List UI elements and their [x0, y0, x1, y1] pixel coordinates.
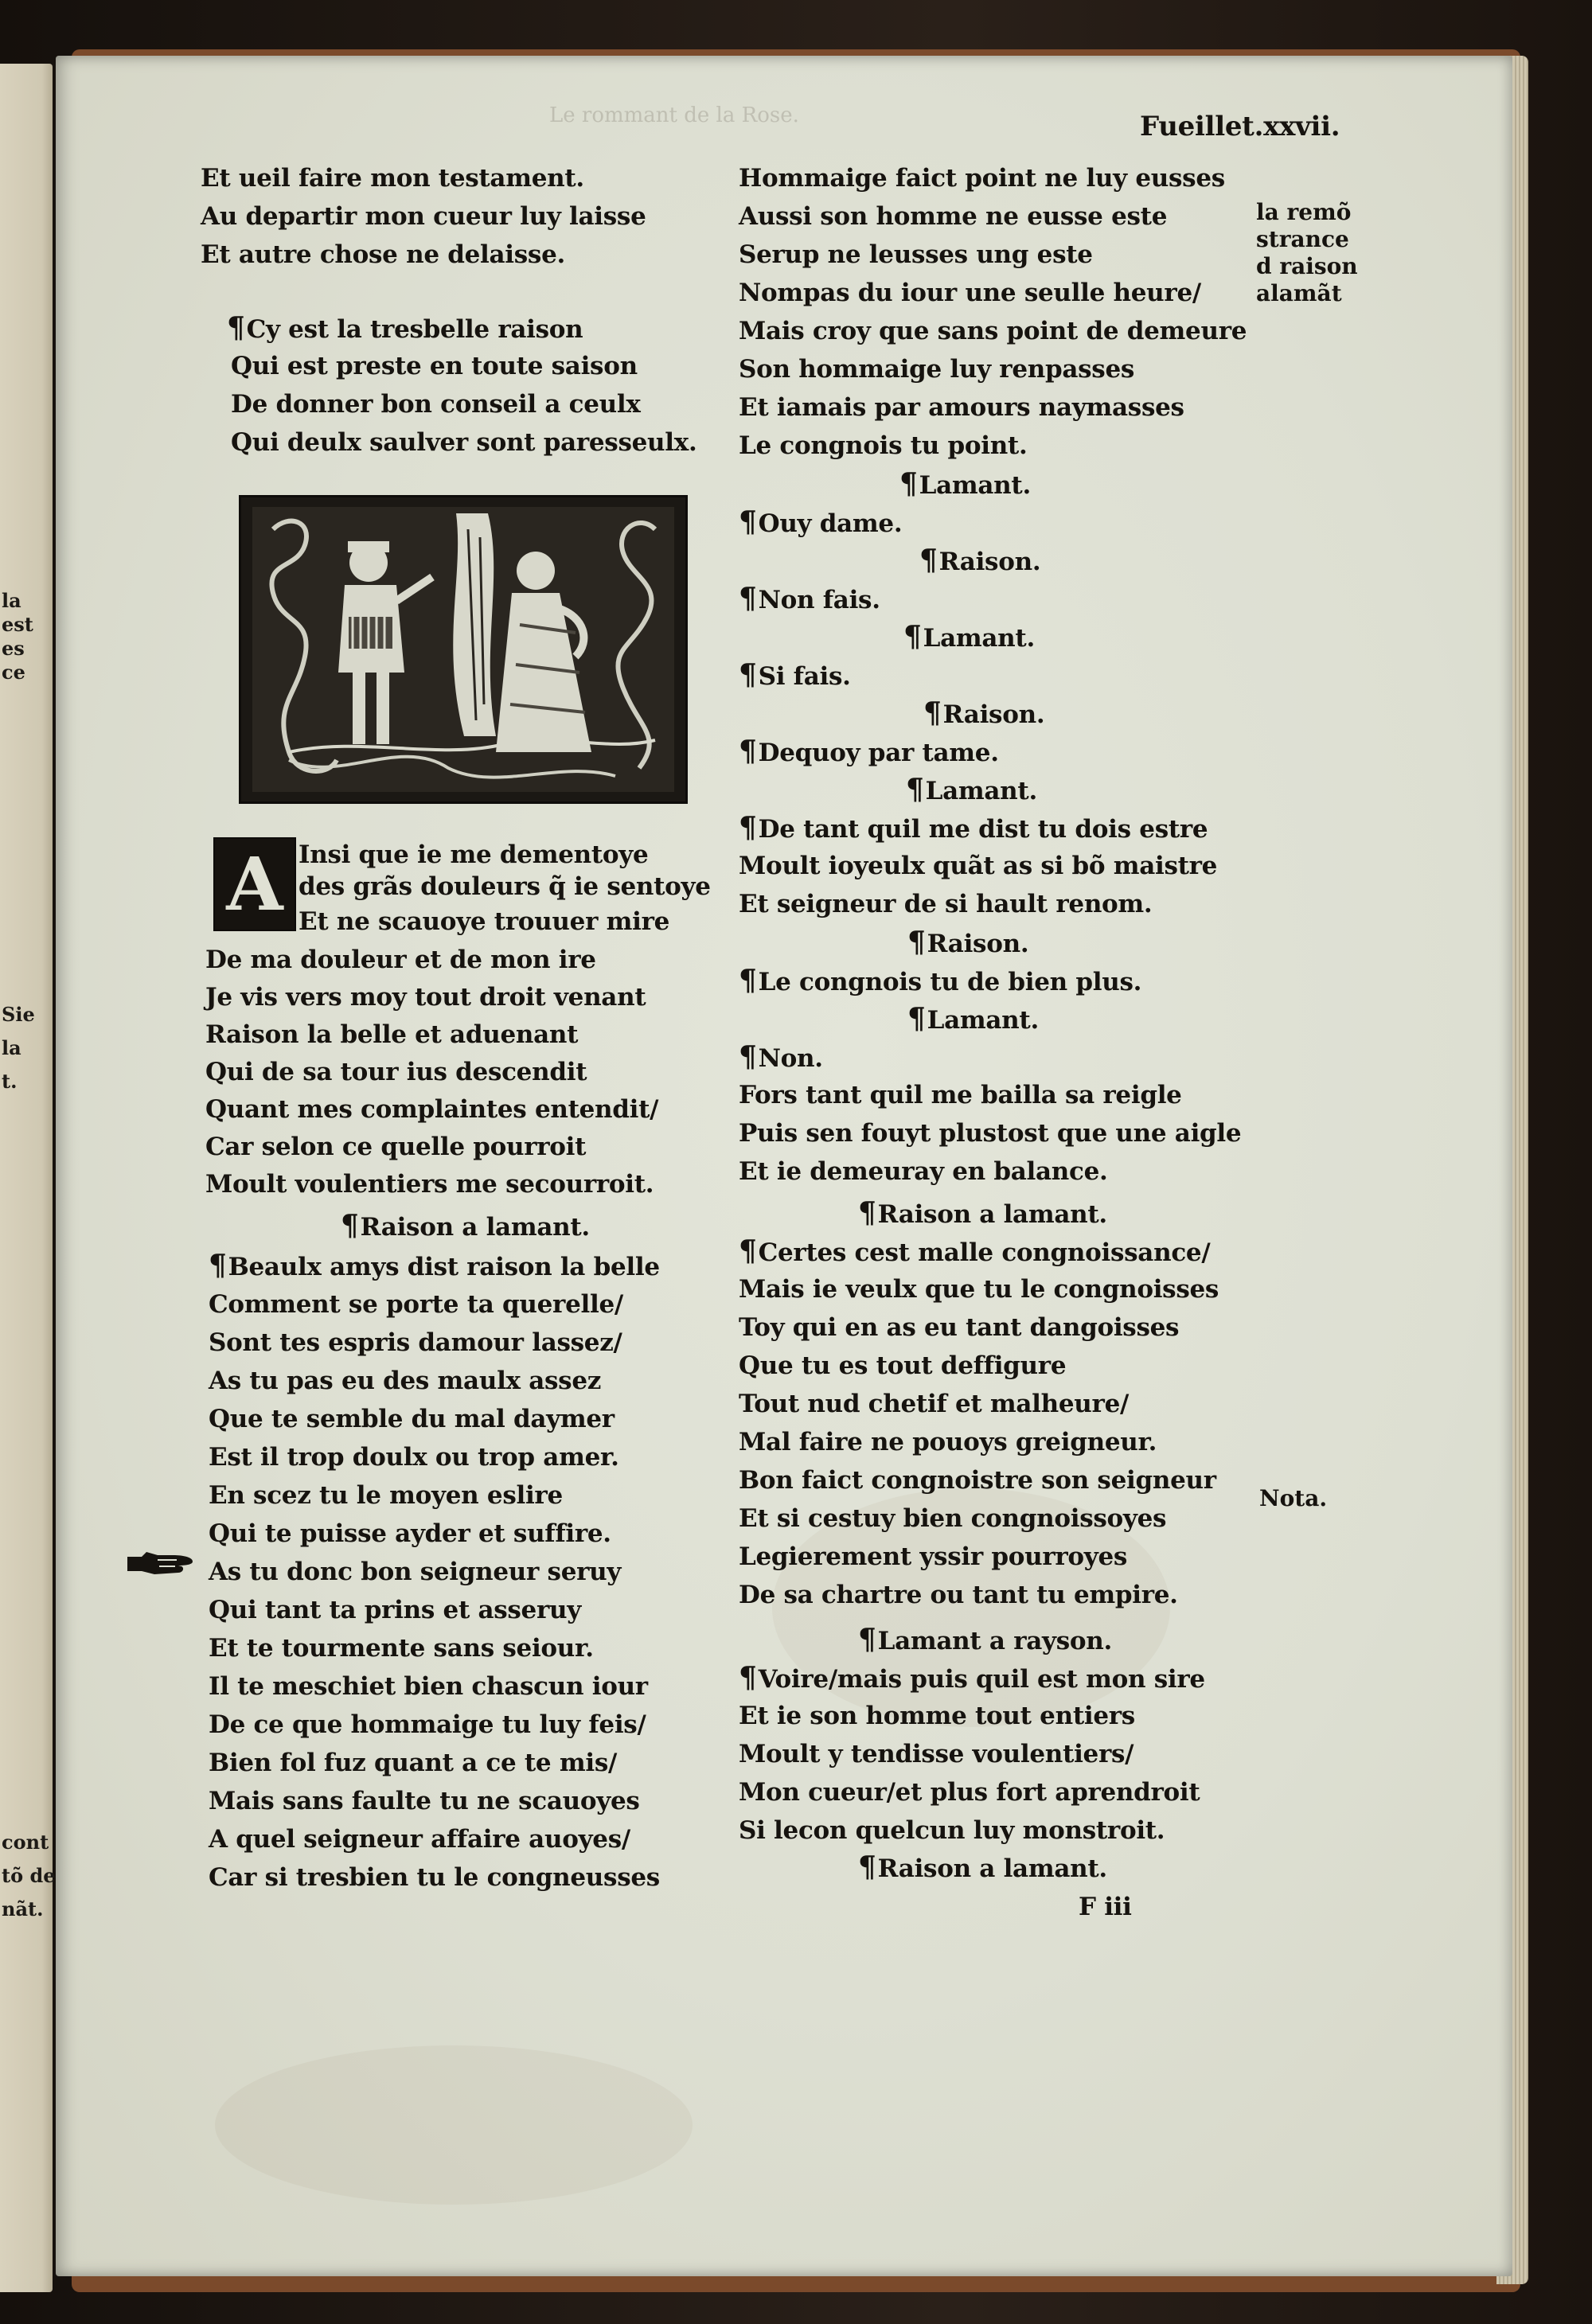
verse-line: Mon cueur/et plus fort aprendroit [739, 1778, 1200, 1807]
pilcrow-icon: ¶ [341, 1209, 359, 1242]
speaker-text: Lamant a rayson. [877, 1627, 1113, 1655]
verse-line [739, 732, 999, 772]
facing-page-fragment: est [2, 613, 33, 636]
decorated-initial: A [213, 837, 296, 931]
verse-line: Insi que ie me dementoye [298, 840, 649, 869]
verse-line [739, 1038, 823, 1078]
verse-line: Aussi son homme ne eusse este [739, 202, 1168, 231]
speaker-heading [907, 1000, 1039, 1039]
speaker-text: Raison a lamant. [877, 1200, 1107, 1229]
rubric-line [227, 309, 583, 349]
facing-page-edge [0, 64, 56, 2292]
verse-line: Si lecon quelcun luy monstroit. [739, 1816, 1165, 1845]
verse-line: Est il trop doulx ou trop amer. [209, 1443, 619, 1472]
speaker-text: Lamant. [927, 1006, 1039, 1035]
verse-line [739, 503, 902, 543]
facing-page-fragment: la [2, 1036, 21, 1059]
verse-line: De ce que hommaige tu luy feis/ [209, 1710, 646, 1739]
pilcrow-icon: ¶ [907, 926, 926, 959]
verse-line: Je vis vers moy tout droit venant [205, 983, 646, 1012]
verse-line: Qui de sa tour ius descendit [205, 1058, 587, 1086]
verse-line: As tu donc bon seigneur seruy [209, 1558, 622, 1586]
woodcut-image [241, 497, 685, 801]
speaker-text: Raison a lamant. [877, 1854, 1107, 1883]
show-through-text: Le rommant de la Rose. [549, 103, 799, 127]
verse-line: Et autre chose ne delaisse. [201, 240, 566, 269]
verse-line: Et iamais par amours naymasses [739, 393, 1184, 422]
pilcrow-icon: ¶ [919, 544, 938, 577]
pilcrow-icon: ¶ [739, 1040, 757, 1074]
speaker-heading [923, 694, 1044, 734]
facing-page-fragment: tõ de [2, 1864, 56, 1887]
verse-text: Certes cest malle congnoissance/ [758, 1238, 1211, 1267]
facing-page-fragment: t. [2, 1070, 18, 1093]
pilcrow-icon: ¶ [923, 696, 942, 730]
pilcrow-icon: ¶ [739, 1234, 757, 1268]
verse-line: A quel seigneur affaire auoyes/ [209, 1825, 630, 1854]
verse-line: Comment se porte ta querelle/ [209, 1290, 623, 1319]
rubric-line: De donner bon conseil a ceulx [231, 390, 641, 419]
verse-text: Ouy dame. [758, 509, 903, 538]
speaker-heading [341, 1207, 590, 1246]
facing-page-fragment: la [2, 589, 21, 612]
facing-page-fragment: ce [2, 661, 25, 684]
rubric-line: Qui deulx saulver sont paresseulx. [231, 428, 697, 457]
verse-text: Beaulx amys dist raison la belle [228, 1253, 660, 1281]
speaker-heading [858, 1620, 1112, 1660]
verse-line: Serup ne leusses ung este [739, 240, 1093, 269]
verse-line: Que te semble du mal daymer [209, 1405, 615, 1433]
verse-line: Mal faire ne pouoys greigneur. [739, 1428, 1157, 1456]
verse-line: Et ne scauoye trouuer mire [298, 907, 670, 936]
verse-line: Moult ioyeulx quãt as si bõ maistre [739, 852, 1218, 880]
pilcrow-icon: ¶ [739, 964, 757, 997]
speaker-heading [858, 1194, 1107, 1234]
verse-line: des grãs douleurs q̃ ie sentoye [298, 872, 711, 901]
speaker-heading [858, 1848, 1107, 1888]
verse-line: Hommaige faict point ne luy eusses [739, 164, 1225, 193]
verse-text: Le congnois tu de bien plus. [758, 968, 1142, 996]
verse-line: Et seigneur de si hault renom. [739, 890, 1153, 918]
pilcrow-icon: ¶ [858, 1850, 876, 1884]
facing-page-fragment: Sie [2, 1003, 35, 1026]
speaker-text: Lamant. [923, 624, 1035, 653]
verse-line: Bon faict congnoistre son seigneur [739, 1466, 1216, 1495]
verse-line: Et te tourmente sans seiour. [209, 1634, 594, 1663]
pilcrow-icon: ¶ [858, 1196, 876, 1230]
pilcrow-icon: ¶ [739, 735, 757, 768]
verse-line: Moult voulentiers me secourroit. [205, 1170, 654, 1199]
verse-line: Que tu es tout deffigure [739, 1351, 1067, 1380]
pilcrow-icon: ¶ [899, 467, 918, 501]
verse-line [739, 809, 1208, 848]
pilcrow-icon: ¶ [739, 811, 757, 844]
speaker-text: Lamant. [925, 777, 1037, 805]
verse-line: Au departir mon cueur luy laisse [201, 202, 646, 231]
verse-line [739, 579, 880, 619]
verse-line: Legierement yssir pourroyes [739, 1542, 1128, 1571]
verse-line: De sa chartre ou tant tu empire. [739, 1581, 1178, 1609]
gloss-line: d raison [1256, 253, 1358, 279]
verse-line: Et ie demeuray en balance. [739, 1157, 1108, 1186]
verse-line: Quant mes complaintes entendit/ [205, 1095, 659, 1124]
facing-page-fragment: nãt. [2, 1897, 44, 1920]
verse-text: Voire/mais puis quil est mon sire [758, 1665, 1205, 1694]
gloss-line: strance [1256, 226, 1349, 252]
verse-line: Il te meschiet bien chascun iour [209, 1672, 648, 1701]
verse-line: Qui tant ta prins et asseruy [209, 1596, 581, 1624]
folio-number: Fueillet.xxvii. [1140, 111, 1340, 142]
verse-line: Mais croy que sans point de demeure [739, 317, 1247, 345]
verse-text: Non. [758, 1044, 823, 1073]
verse-text: De tant quil me dist tu dois estre [758, 815, 1208, 844]
verse-line: Raison la belle et aduenant [205, 1020, 579, 1049]
paper-stain [215, 2045, 693, 2205]
signature-mark: F iii [1079, 1893, 1132, 1921]
verse-line: Nompas du iour une seulle heure/ [739, 279, 1201, 307]
speaker-heading [899, 465, 1031, 505]
verse-line: Tout nud chetif et malheure/ [739, 1390, 1130, 1418]
verse-line: Car selon ce quelle pourroit [205, 1133, 587, 1161]
pilcrow-icon: ¶ [858, 1623, 876, 1656]
verse-line [739, 961, 1141, 1001]
verse-line: De ma douleur et de mon ire [205, 946, 596, 974]
verse-line: Qui te puisse ayder et suffire. [209, 1519, 611, 1548]
verse-line: Mais ie veulx que tu le congnoisses [739, 1275, 1219, 1304]
pilcrow-icon: ¶ [906, 773, 924, 806]
verse-line: Et ueil faire mon testament. [201, 164, 584, 193]
speaker-text: Raison a lamant. [360, 1213, 590, 1242]
verse-line: Car si tresbien tu le congneusses [209, 1863, 660, 1892]
verse-line: Mais sans faulte tu ne scauoyes [209, 1787, 640, 1815]
verse-line: Moult y tendisse voulentiers/ [739, 1740, 1134, 1768]
verse-line [739, 1232, 1210, 1272]
gloss-line: alamãt [1256, 280, 1342, 306]
verse-line: Sont tes espris damour lassez/ [209, 1328, 622, 1357]
woodcut-illustration [239, 495, 688, 804]
verse-line: Son hommaige luy renpasses [739, 355, 1135, 384]
verse-text: Dequoy par tame. [758, 739, 999, 767]
gloss-line: la remõ [1256, 199, 1352, 225]
rubric-text: Cy est la tresbelle raison [246, 315, 583, 344]
speaker-heading [919, 541, 1040, 581]
pilcrow-icon: ¶ [739, 1661, 757, 1694]
speaker-text: Raison. [927, 930, 1029, 958]
verse-line: Le congnois tu point. [739, 431, 1028, 460]
manicule-icon [126, 1549, 194, 1577]
pilcrow-icon: ¶ [739, 658, 757, 692]
verse-line: Bien fol fuz quant a ce te mis/ [209, 1749, 617, 1777]
margin-gloss-nota: Nota. [1259, 1485, 1328, 1511]
verse-line: As tu pas eu des maulx assez [209, 1367, 602, 1395]
pilcrow-icon: ¶ [739, 582, 757, 615]
speaker-heading [906, 770, 1037, 810]
verse-line: Et si cestuy bien congnoissoyes [739, 1504, 1167, 1533]
speaker-text: Lamant. [919, 471, 1031, 500]
verse-line [739, 1659, 1205, 1698]
speaker-text: Raison. [938, 548, 1041, 576]
speaker-heading [907, 923, 1028, 963]
facing-page-fragment: es [2, 637, 25, 660]
facing-page-fragment: cont [2, 1831, 49, 1854]
speaker-heading [903, 618, 1035, 657]
verse-line: Puis sen fouyt plustost que une aigle [739, 1119, 1242, 1148]
verse-line [739, 656, 851, 696]
verse-text: Non fais. [758, 586, 880, 614]
pilcrow-icon: ¶ [209, 1249, 227, 1282]
verse-line: Fors tant quil me bailla sa reigle [739, 1081, 1182, 1109]
verse-line: Toy qui en as eu tant dangoisses [739, 1313, 1180, 1342]
speaker-text: Raison. [942, 700, 1045, 729]
pilcrow-icon: ¶ [907, 1002, 926, 1035]
verse-line: Et ie son homme tout entiers [739, 1702, 1135, 1730]
verse-line: En scez tu le moyen eslire [209, 1481, 563, 1510]
pilcrow-icon: ¶ [903, 620, 922, 653]
pilcrow-icon: ¶ [227, 311, 245, 345]
verse-text: Si fais. [758, 662, 851, 691]
rubric-line: Qui est preste en toute saison [231, 352, 638, 380]
pilcrow-icon: ¶ [739, 505, 757, 539]
verse-line [209, 1246, 660, 1286]
